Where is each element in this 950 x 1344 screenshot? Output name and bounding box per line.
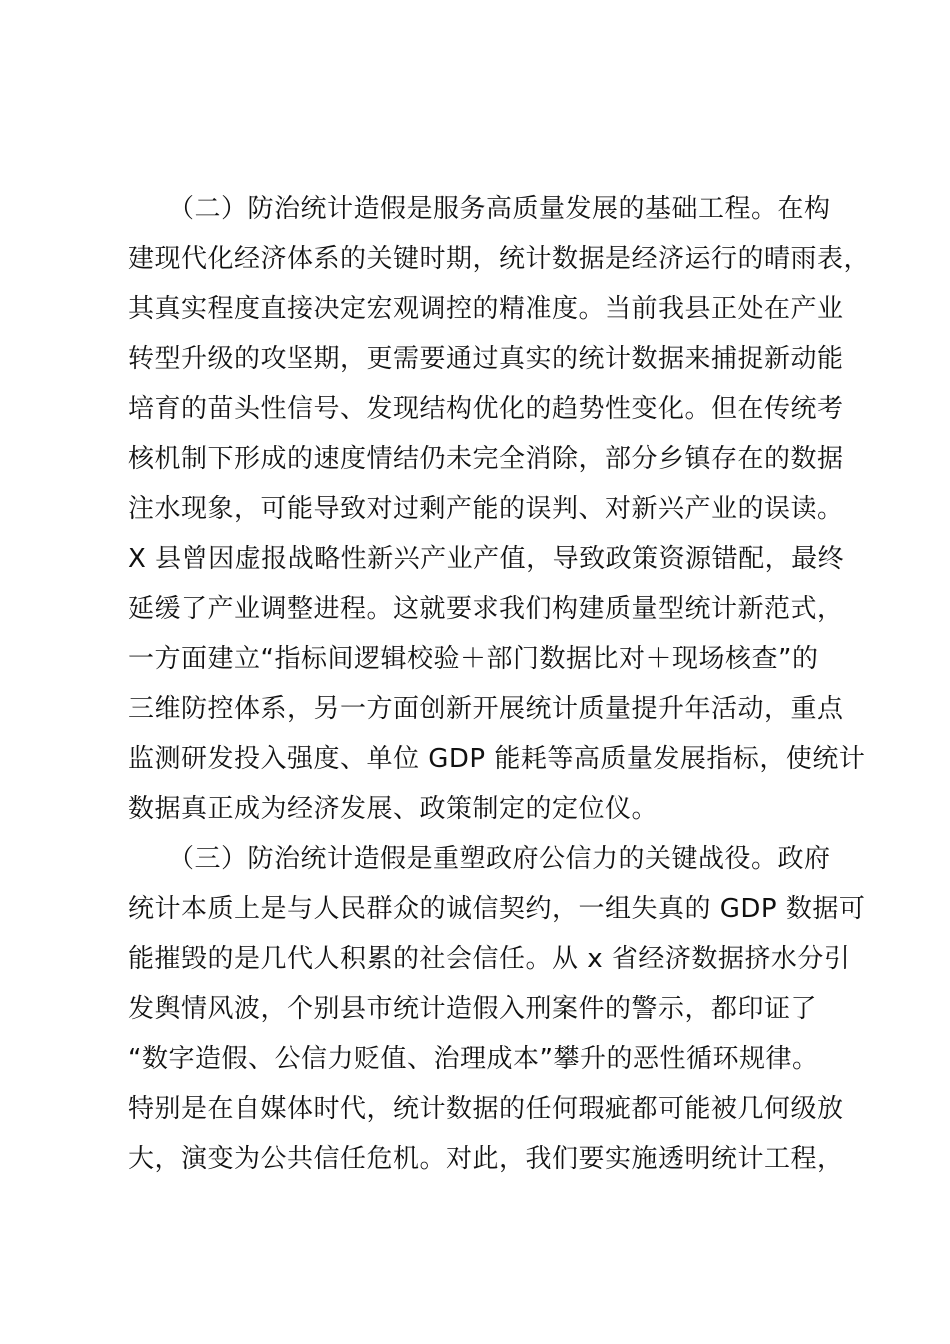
text-line: 注水现象，可能导致对过剩产能的误判、对新兴产业的误读。 [128,494,844,524]
text-line: 培育的苗头性信号、发现结构优化的趋势性变化。但在传统考 [128,394,844,424]
text-line: 建现代化经济体系的关键时期，统计数据是经济运行的晴雨表， [128,244,871,274]
text-line: 转型升级的攻坚期，更需要通过真实的统计数据来捕捉新动能 [128,344,844,374]
text-line: 三维防控体系，另一方面创新开展统计质量提升年活动，重点 [128,694,844,724]
text-line: 大，演变为公共信任危机。对此，我们要实施透明统计工程， [128,1144,844,1174]
text-line: 延缓了产业调整进程。这就要求我们构建质量型统计新范式， [128,594,844,624]
text-line: （二）防治统计造假是服务高质量发展的基础工程。在构 [128,194,831,224]
paragraph-section-two [128,184,871,834]
text-line: 一方面建立“指标间逻辑校验＋部门数据比对＋现场核查”的 [128,644,819,674]
text-line: “数字造假、公信力贬值、治理成本”攀升的恶性循环规律。 [128,1044,819,1074]
text-line: 特别是在自媒体时代，统计数据的任何瑕疵都可能被几何级放 [128,1094,844,1124]
text-line: 能摧毁的是几代人积累的社会信任。从 x 省经济数据挤水分引 [128,944,851,974]
text-line: 数据真正成为经济发展、政策制定的定位仪。 [128,794,659,824]
text-line: （三）防治统计造假是重塑政府公信力的关键战役。政府 [128,844,831,874]
body-text [128,184,871,1184]
text-line: 监测研发投入强度、单位 GDP 能耗等高质量发展指标，使统计 [128,744,866,774]
text-line: 其真实程度直接决定宏观调控的精准度。当前我县正处在产业 [128,294,844,324]
text-line: 核机制下形成的速度情结仍未完全消除，部分乡镇存在的数据 [128,444,844,474]
text-line: 统计本质上是与人民群众的诚信契约，一组失真的 GDP 数据可 [128,894,866,924]
paragraph-section-three [128,834,866,1184]
text-line: X 县曾因虚报战略性新兴产业产值，导致政策资源错配，最终 [128,544,845,574]
text-line: 发舆情风波，个别县市统计造假入刑案件的警示，都印证了 [128,994,818,1024]
